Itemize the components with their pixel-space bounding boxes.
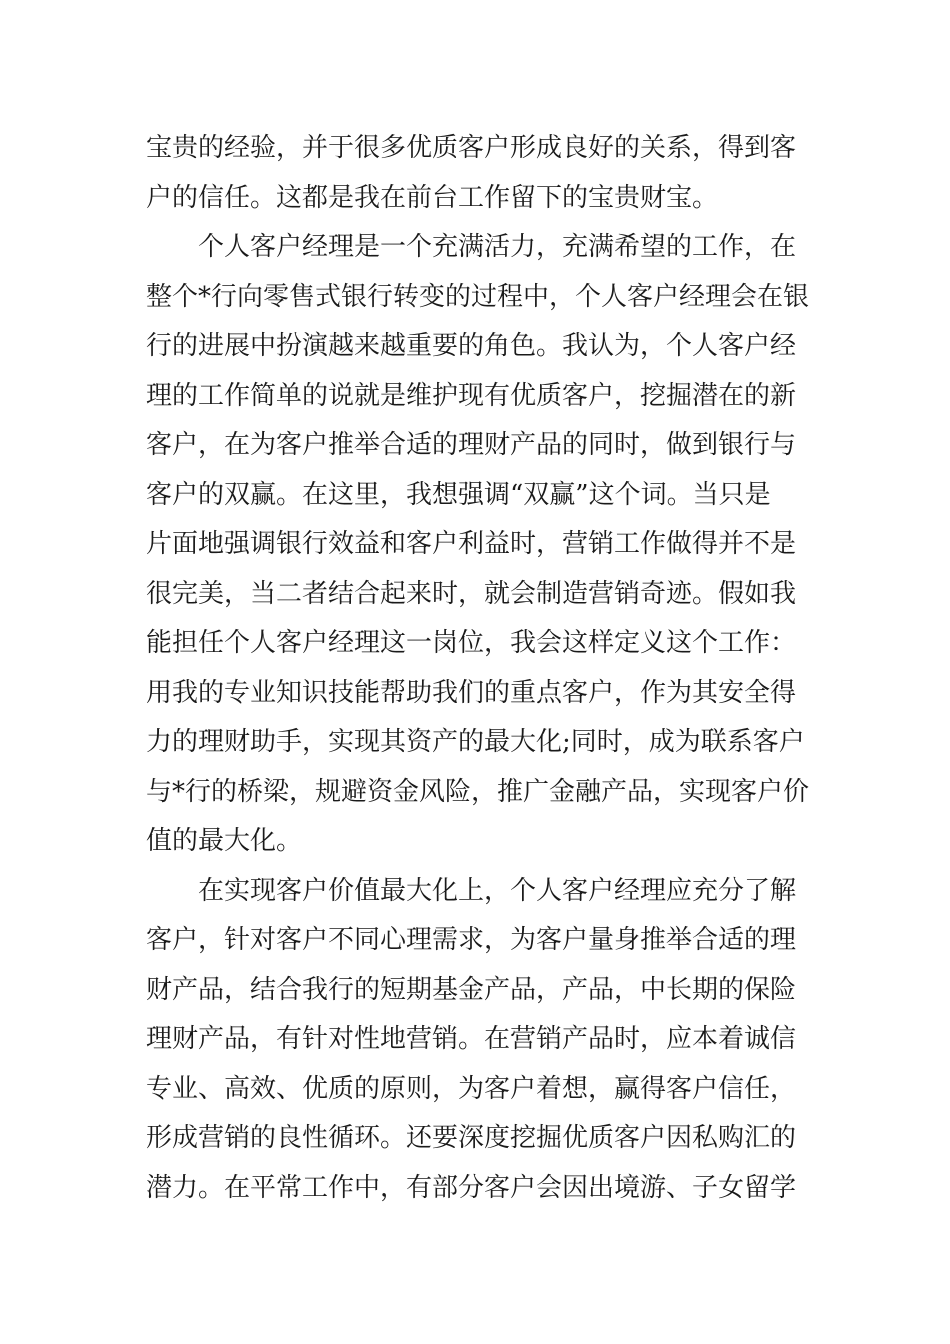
paragraph-1-line-2: 户的信任。这都是我在前台工作留下的宝贵财宝。 [146,182,719,213]
paragraph-3-line-6: 形成营销的良性循环。还要深度挖掘优质客户因私购汇的 [146,1123,797,1153]
paragraph-1-line-1: 宝贵的经验，并于很多优质客户形成良好的关系，得到客 [146,133,797,163]
paragraph-3-line-5: 专业、高效、优质的原则，为客户着想，赢得客户信任， [146,1073,797,1104]
paragraph-2-line-13: 值的最大化。 [146,826,303,856]
paragraph-2-line-9: 能担任个人客户经理这一岗位，我会这样定义这个工作： [146,628,797,658]
paragraph-2-line-6: 客户的双赢。在这里，我想强调“双赢”这个词。当只是 [146,479,771,510]
paragraph-2-line-4: 理的工作简单的说就是维护现有优质客户，挖掘潜在的新 [146,380,797,411]
paragraph-3-line-7: 潜力。在平常工作中，有部分客户会因出境游、子女留学 [146,1172,797,1203]
paragraph-2-line-1: 个人客户经理是一个充满活力，充满希望的工作，在 [198,232,797,262]
paragraph-2-line-12: 与*行的桥梁，规避资金风险，推广金融产品，实现客户价 [146,776,810,807]
paragraph-2-line-10: 用我的专业知识技能帮助我们的重点客户，作为其安全得 [146,677,797,708]
paragraph-2-line-3: 行的进展中扮演越来越重要的角色。我认为，个人客户经 [146,331,797,361]
paragraph-3-line-3: 财产品，结合我行的短期基金产品，产品，中长期的保险 [146,974,797,1005]
paragraph-2-line-7: 片面地强调银行效益和客户利益时，营销工作做得并不是 [146,529,797,559]
paragraph-2-line-8: 很完美，当二者结合起来时，就会制造营销奇迹。假如我 [146,578,797,609]
paragraph-3-line-1: 在实现客户价值最大化上，个人客户经理应充分了解 [198,875,797,906]
paragraph-3-line-4: 理财产品，有针对性地营销。在营销产品时，应本着诚信 [146,1024,797,1054]
paragraph-3-line-2: 客户，针对客户不同心理需求，为客户量身推举合适的理 [146,925,797,955]
paragraph-2-line-5: 客户，在为客户推举合适的理财产品的同时，做到银行与 [146,430,797,460]
paragraph-2-line-2: 整个*行向零售式银行转变的过程中，个人客户经理会在银 [146,281,810,312]
paragraph-2-line-11: 力的理财助手，实现其资产的最大化;同时，成为联系客户 [146,727,805,757]
body-text [146,124,810,1213]
